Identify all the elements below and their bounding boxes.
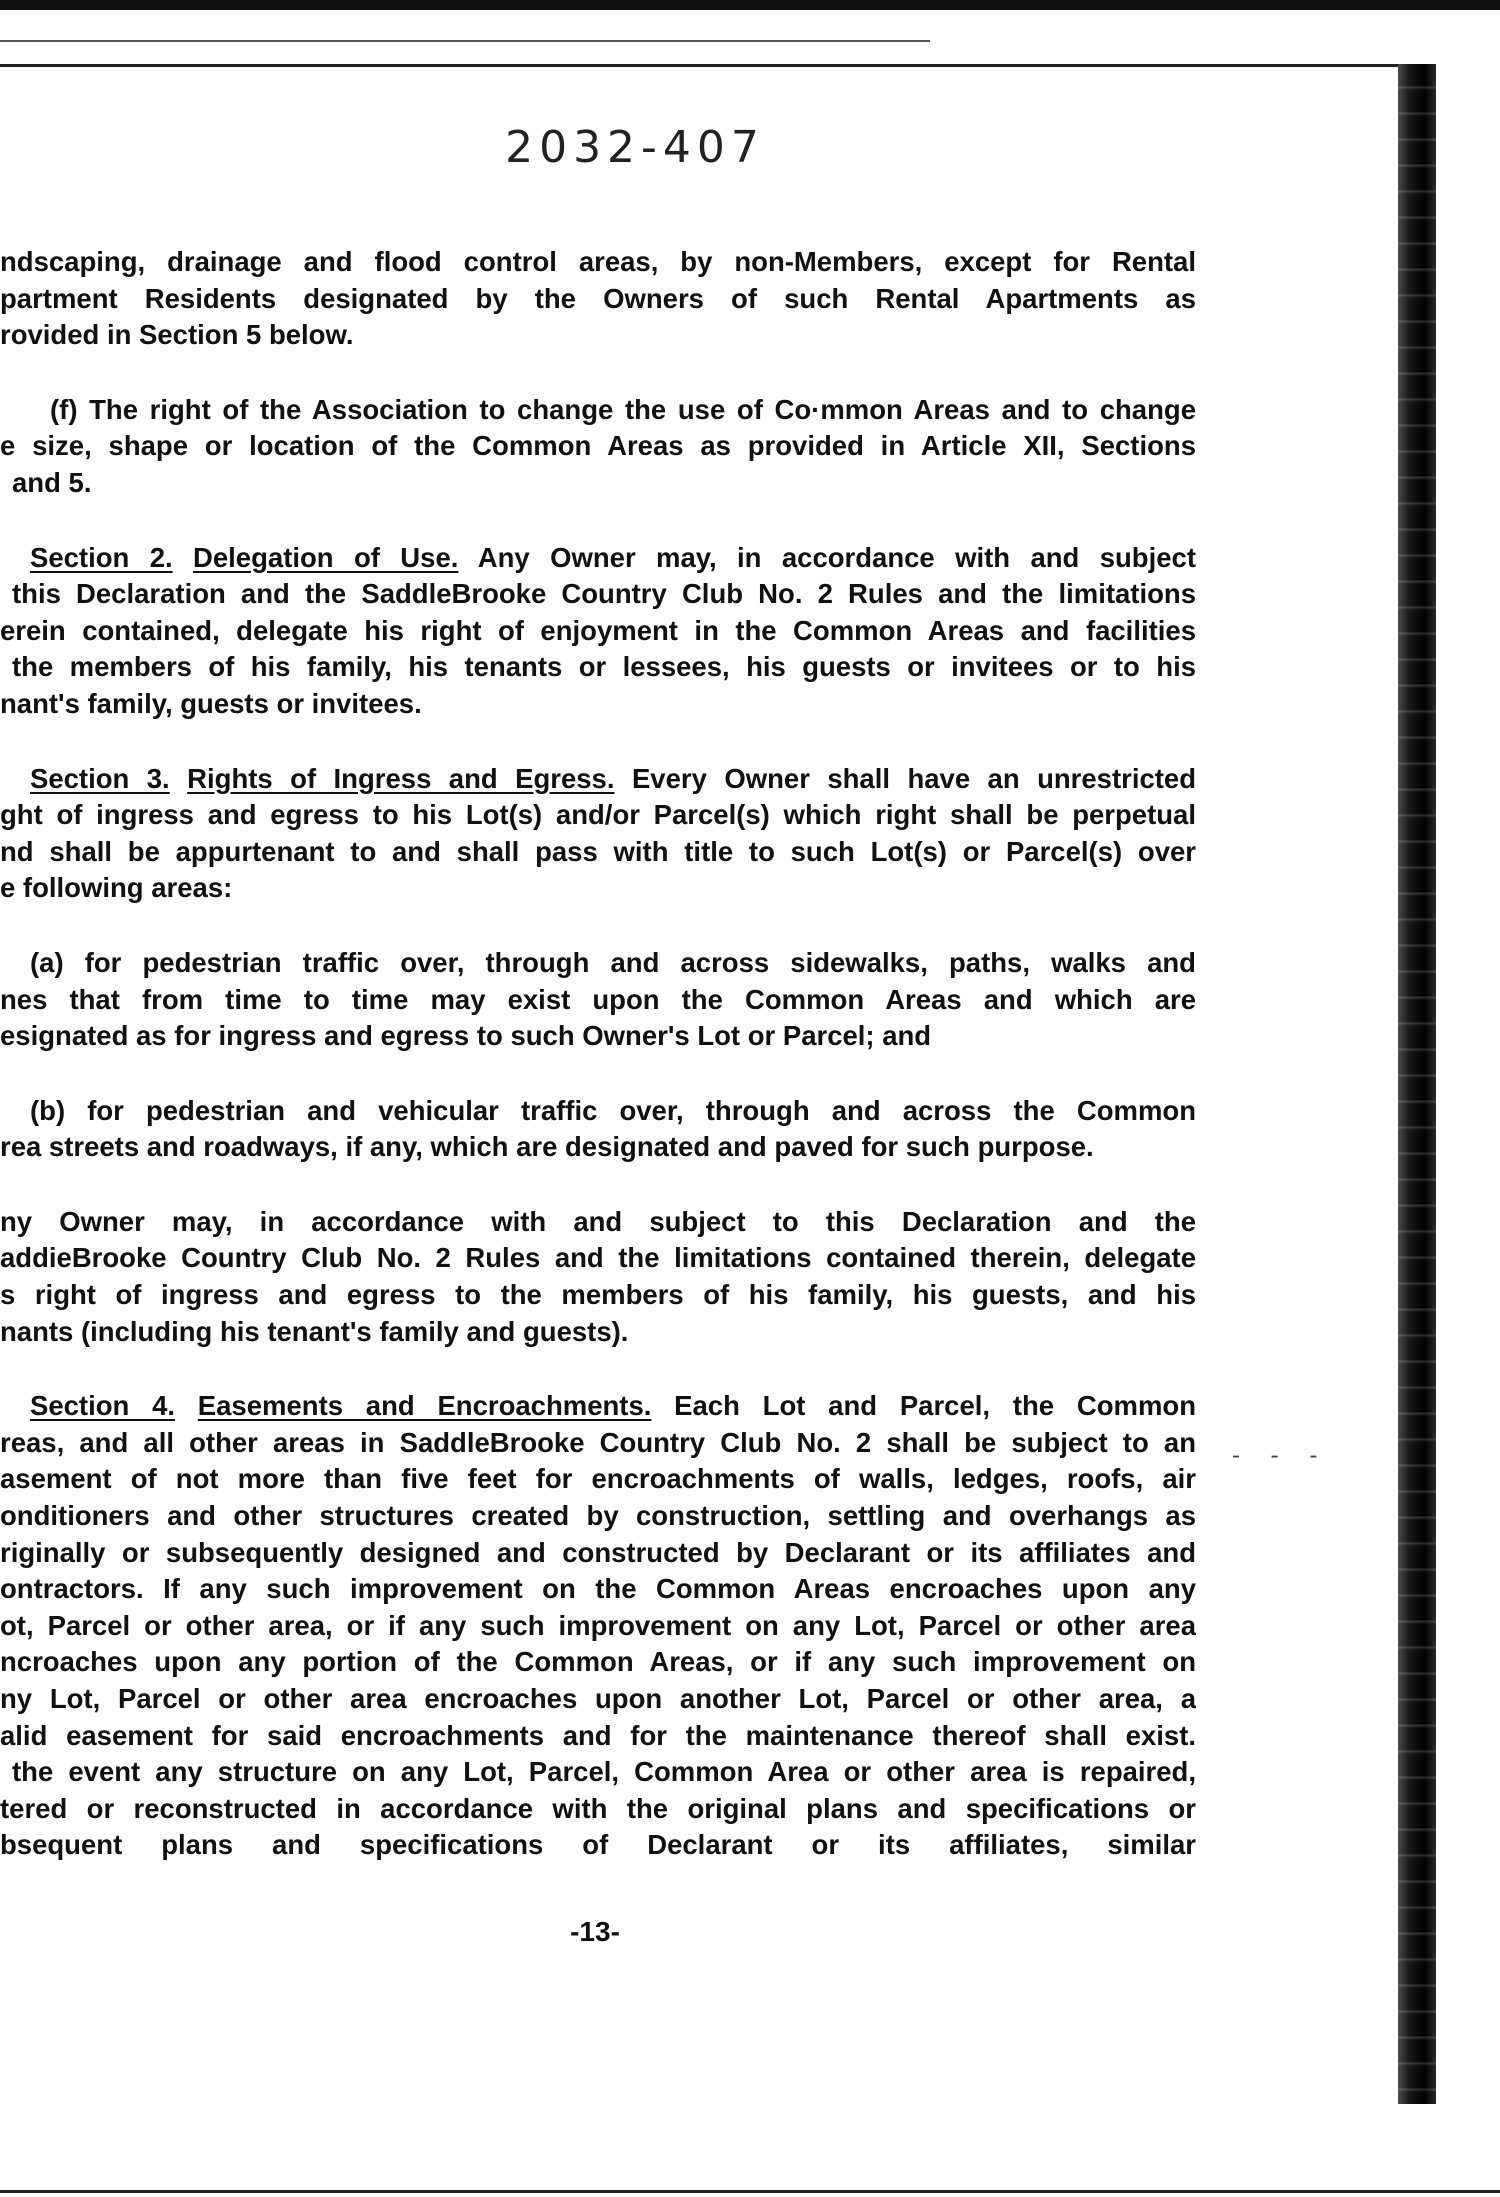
text-line: rea streets and roadways, if any, which are designated and paved for such purpose. [0, 1131, 1094, 1163]
text-line: bsequent plans and specifications of Declarant or its affiliates, similar [0, 1829, 1196, 1861]
text-line: nant's family, guests or invitees. [0, 687, 422, 719]
document-number: 2032-407 [505, 122, 765, 173]
text-line: ncroaches upon any portion of the Common Areas, or if any such improvement on [0, 1646, 1196, 1678]
text-line: e size, shape or location of the Common Areas as provided in Article XII, Sections [0, 430, 1196, 462]
document-body [0, 244, 1196, 1864]
text-line: (a) for pedestrian traffic over, through and across sidewalks, paths, walks and [30, 946, 1196, 978]
text-line: partment Residents designated by the Owners of such Rental Apartments as [0, 282, 1196, 314]
section-title: Delegation of Use. [193, 541, 459, 573]
paragraph-item-a [0, 945, 1196, 1055]
text-run: Each Lot and Parcel, the Common [674, 1390, 1196, 1422]
text-line: nants (including his tenant's family and guests). [0, 1315, 629, 1347]
text-line: s right of ingress and egress to the members of his family, his guests, and his [0, 1279, 1196, 1311]
text-line: alid easement for said encroachments and for the maintenance thereof shall exist. [0, 1719, 1196, 1751]
text-line: addieBrooke Country Club No. 2 Rules and the limitations contained therein, delegate [0, 1242, 1196, 1274]
margin-marks: - - - [1232, 1442, 1330, 1469]
text-line: rovided in Section 5 below. [0, 319, 354, 351]
text-run: Every Owner shall have an unrestricted [631, 762, 1196, 794]
paragraph-item-f [0, 392, 1196, 502]
section-heading-line [0, 540, 1196, 577]
scan-bottom-border [0, 2190, 1500, 2193]
text-line: reas, and all other areas in SaddleBrooke Country Club No. 2 shall be subject to an [0, 1426, 1196, 1458]
text-line: (b) for pedestrian and vehicular traffic over, through and across the Common [30, 1094, 1196, 1126]
text-line: asement of not more than five feet for encroachments of walls, ledges, roofs, air [0, 1463, 1196, 1495]
paragraph-continuation [0, 244, 1196, 354]
paragraph-item-b [0, 1093, 1196, 1166]
text-line: ny Lot, Parcel or other area encroaches upon another Lot, Parcel or other area, a [0, 1683, 1196, 1714]
scan-rule-thin [0, 40, 930, 42]
scan-rule-thick [0, 64, 1410, 67]
paragraph-delegate-ingress [0, 1204, 1196, 1350]
section-number: Section 4. [30, 1390, 176, 1422]
text-line: onditioners and other structures created by construction, settling and overhangs as [0, 1500, 1196, 1532]
text-line: the event any structure on any Lot, Parcel, Common Area or other area is repaired, [12, 1756, 1196, 1788]
page-number: -13- [570, 1916, 620, 1947]
section-number: Section 2. [30, 541, 173, 573]
text-line: erein contained, delegate his right of enjoyment in the Common Areas and facilities [0, 614, 1196, 646]
scan-binding-noise [1395, 64, 1439, 2104]
text-line: (f) The right of the Association to change the use of Co·mmon Areas and to change [50, 393, 1196, 425]
section-title: Easements and Encroachments. [197, 1390, 652, 1422]
section-heading-line [0, 761, 1196, 798]
paragraph-section-4 [0, 1388, 1196, 1864]
text-line: this Declaration and the SaddleBrooke Country Club No. 2 Rules and the limitations [12, 578, 1196, 610]
text-line: ndscaping, drainage and flood control areas, by non-Members, except for Rental [0, 246, 1196, 277]
text-line: ght of ingress and egress to his Lot(s) and/or Parcel(s) which right shall be perpetual [0, 799, 1196, 831]
section-number: Section 3. [30, 762, 170, 794]
text-line: esignated as for ingress and egress to such Owner's Lot or Parcel; and [0, 1020, 932, 1052]
paragraph-section-3 [0, 761, 1196, 907]
text-line: nd shall be appurtenant to and shall pass with title to such Lot(s) or Parcel(s) over [0, 835, 1196, 867]
section-heading-line [0, 1388, 1196, 1425]
text-line: nes that from time to time may exist upon the Common Areas and which are [0, 983, 1196, 1015]
text-line: ot, Parcel or other area, or if any such improvement on any Lot, Parcel or other area [0, 1609, 1196, 1641]
section-title: Rights of Ingress and Egress. [187, 762, 615, 794]
text-run: Any Owner may, in accordance with and subject [477, 541, 1196, 573]
scan-top-border [0, 0, 1500, 10]
text-line: tered or reconstructed in accordance with the original plans and specifications or [0, 1792, 1196, 1824]
text-line: and 5. [12, 466, 92, 498]
text-line: ontractors. If any such improvement on the Common Areas encroaches upon any [0, 1573, 1196, 1605]
paragraph-section-2 [0, 540, 1196, 723]
text-line: e following areas: [0, 872, 233, 904]
text-line: the members of his family, his tenants or lessees, his guests or invitees or to his [12, 651, 1196, 683]
text-line: ny Owner may, in accordance with and subject to this Declaration and the [0, 1205, 1196, 1237]
text-line: riginally or subsequently designed and constructed by Declarant or its affiliates and [0, 1536, 1196, 1568]
